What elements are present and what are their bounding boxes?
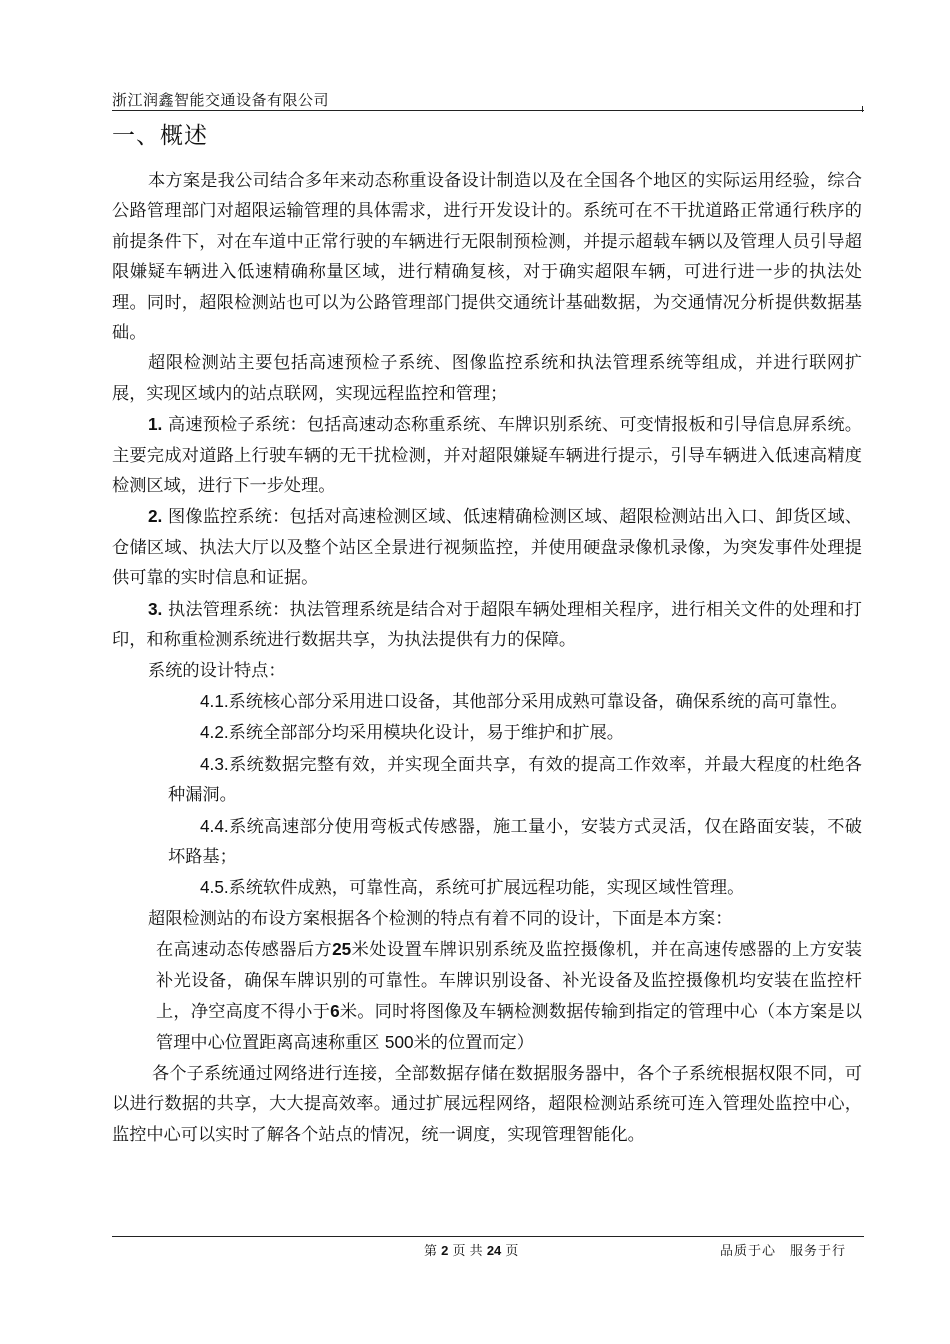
feature-text: 系统数据完整有效，并实现全面共享，有效的提高工作效率，并最大程度的杜绝各种漏洞。 [168, 754, 862, 806]
plan-description [112, 934, 862, 1059]
plan-center-distance-value: 500 [384, 1032, 414, 1053]
page-label: 页 共 [452, 1244, 483, 1259]
plan-text: 米处设置车牌识别系统及监控摄像机，并在高速传感器的上方安装补光设备，确保车牌识别的可靠性。车牌识别设备、补光设备及监控摄像机均安装在监控杆上，净空高度不得小于 [156, 940, 862, 1022]
feature-number: 4.3. [200, 753, 229, 774]
page-total: 24 [486, 1243, 502, 1258]
page-label: 页 [505, 1244, 519, 1259]
feature-number: 4.5. [200, 877, 229, 898]
plan-distance-value: 25 [332, 939, 352, 960]
header-company-name: 浙江润鑫智能交通设备有限公司 [112, 91, 330, 109]
subsystem-number: 1. [148, 414, 163, 435]
feature-item-4-5 [112, 872, 862, 903]
features-intro: 系统的设计特点： [148, 660, 286, 681]
feature-text: 系统核心部分采用进口设备，其他部分采用成熟可靠设备，确保系统的高可靠性。 [228, 691, 848, 712]
footer-slogan: 品质于心 服务于行 [720, 1244, 847, 1259]
feature-item-4-2 [112, 717, 862, 748]
page-label: 第 [424, 1244, 438, 1259]
page-number [424, 1240, 518, 1259]
feature-item-4-4 [112, 811, 862, 873]
subsystem-number: 3. [148, 598, 163, 619]
feature-number: 4.1. [200, 690, 229, 711]
document-body [112, 166, 862, 1150]
subsystem-text: 执法管理系统：执法管理系统是结合对于超限车辆处理相关程序，进行相关文件的处理和打印，和称重检测系统进行数据共享，为执法提供有力的保障。 [112, 599, 862, 651]
header-rule [112, 110, 864, 111]
intro-paragraph-1: 本方案是我公司结合多年来动态称重设备设计制造以及在全国各个地区的实际运用经验，综合公路管理部门对超限运输管理的具体需求，进行开发设计的。系统可在不干扰道路正常通行秩序的前提条件下，对在车道中正常行驶的车辆进行无限制预检测，并提示超载车辆以及管理人员引导超限嫌疑车辆进入低速精确称量区域，进行精确复核，对于确实超限车辆，可进行进一步的执法处理。同时，超限检测站也可以为公路管理部门提供交通统计基础数据，为交通情况分析提供数据基础。 [112, 171, 862, 344]
plan-height-value: 6 [330, 1000, 340, 1021]
plan-text: 在高速动态传感器后方 [156, 940, 333, 961]
feature-number: 4.4. [200, 815, 229, 836]
footer-rule [112, 1236, 864, 1237]
subsystem-text: 高速预检子系统：包括高速动态称重系统、车牌识别系统、可变情报板和引导信息屏系统。主要完成对道路上行驶车辆的无干扰检测，并对超限嫌疑车辆进行提示，引导车辆进入低速高精度检测区域，进行下一步处理。 [112, 415, 862, 497]
feature-text: 系统高速部分使用弯板式传感器，施工量小，安装方式灵活，仅在路面安装，不破坏路基； [168, 816, 862, 867]
network-paragraph: 各个子系统通过网络进行连接，全部数据存储在数据服务器中，各个子系统根据权限不同，可以进行数据的共享，大大提高效率。通过扩展远程网络，超限检测站系统可连入管理处监控中心，监控中心可以实时了解各个站点的情况，统一调度，实现管理智能化。 [112, 1063, 862, 1145]
header-rule-tick [862, 106, 863, 112]
plan-text: 米。同时将图像及车辆检测数据传输到指定的管理中心（本方案是以管理中心位置距离高速称重区 [156, 1001, 862, 1054]
subsystem-text: 图像监控系统：包括对高速检测区域、低速精确检测区域、超限检测站出入口、卸货区域、仓储区域、执法大厅以及整个站区全景进行视频监控，并使用硬盘录像机录像，为突发事件处理提供可靠的实时信息和证据。 [112, 507, 862, 589]
intro-paragraph-2: 超限检测站主要包括高速预检子系统、图像监控系统和执法管理系统等组成，并进行联网扩展，实现区域内的站点联网，实现远程监控和管理； [112, 353, 862, 404]
feature-item-4-3 [112, 749, 862, 811]
plan-text: 米的位置而定） [413, 1033, 534, 1054]
subsystem-item-2 [112, 501, 862, 593]
plan-intro: 超限检测站的布设方案根据各个检测的特点有着不同的设计，下面是本方案： [148, 908, 733, 929]
feature-text: 系统软件成熟，可靠性高，系统可扩展远程功能，实现区域性管理。 [228, 878, 745, 899]
feature-item-4-1 [112, 686, 862, 717]
subsystem-number: 2. [148, 506, 163, 527]
subsystem-item-1 [112, 409, 862, 501]
page-current: 2 [441, 1243, 449, 1258]
section-title: 一、概述 [112, 123, 208, 149]
feature-number: 4.2. [200, 722, 229, 743]
subsystem-item-3 [112, 594, 862, 656]
feature-text: 系统全部部分均采用模块化设计，易于维护和扩展。 [228, 723, 624, 744]
